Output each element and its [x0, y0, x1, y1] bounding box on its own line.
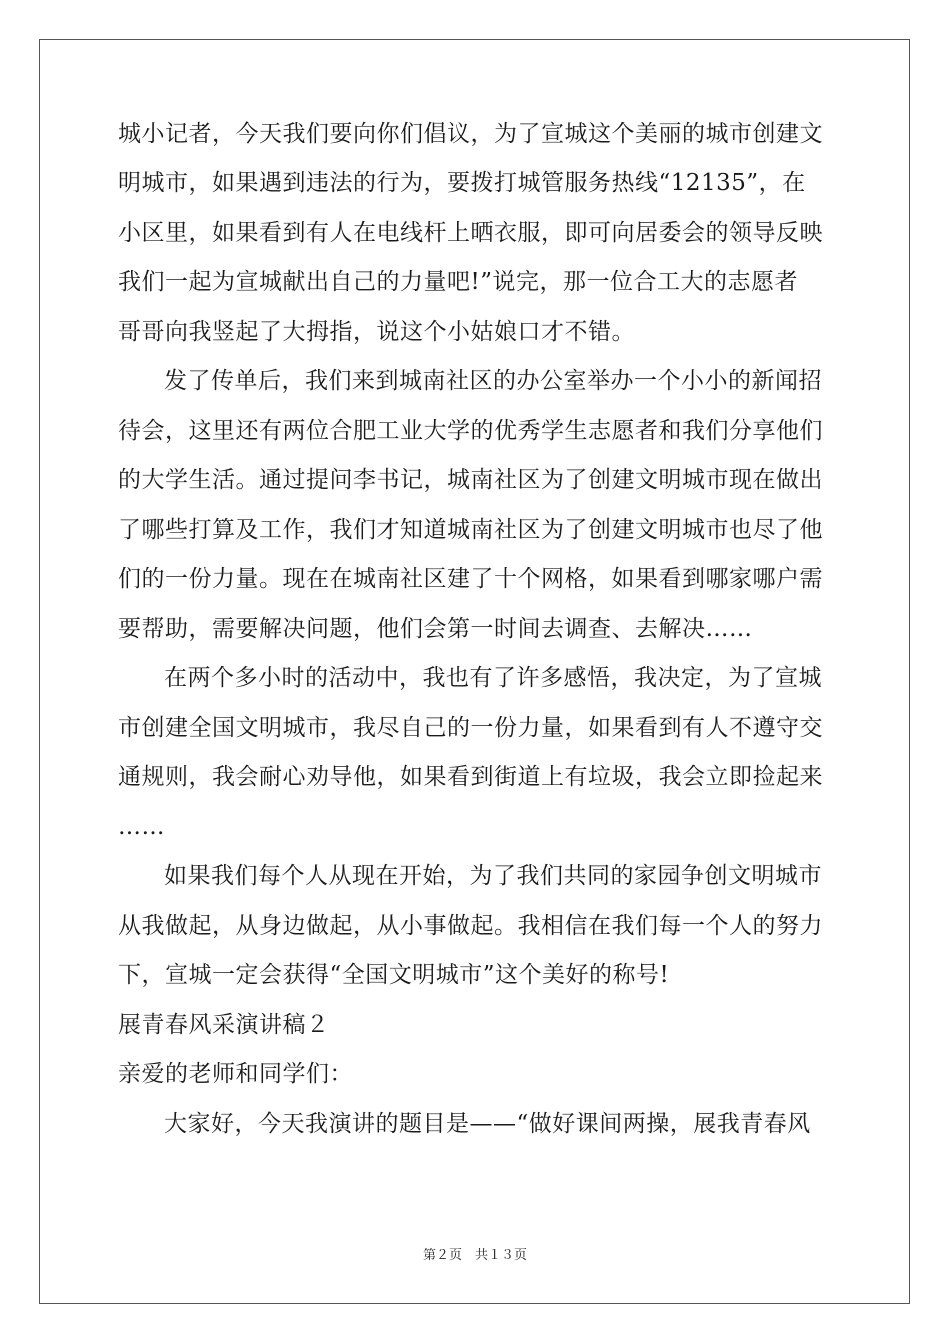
section-heading: 展青春风采演讲稿２	[118, 1012, 330, 1038]
text-line: 我们一起为宣城献出自己的力量吧!”说完，那一位合工大的志愿者	[118, 269, 799, 295]
text-line: ……	[118, 814, 165, 840]
text-line: 下，宣城一定会获得“全国文明城市”这个美好的称号!	[118, 962, 670, 988]
text-line: 城小记者，今天我们要向你们倡议，为了宣城这个美丽的城市创建文	[118, 121, 823, 147]
text-line: 了哪些打算及工作，我们才知道城南社区为了创建文明城市也尽了他	[118, 517, 823, 543]
text-line: 市创建全国文明城市，我尽自己的一份力量，如果看到有人不遵守交	[118, 715, 823, 741]
text-line: 明城市，如果遇到违法的行为，要拨打城管服务热线“12135”，在	[118, 170, 806, 196]
text-line: 哥哥向我竖起了大拇指，说这个小姑娘口才不错。	[118, 319, 635, 345]
text-line: 要帮助，需要解决问题，他们会第一时间去调查、去解决……	[118, 616, 753, 642]
text-line: 在两个多小时的活动中，我也有了许多感悟，我决定，为了宣城	[164, 665, 822, 691]
text-line: 的大学生活。通过提问李书记，城南社区为了创建文明城市现在做出	[118, 467, 823, 493]
page-number: 第２页 共１３页	[422, 1248, 527, 1263]
text-line: 通规则，我会耐心劝导他，如果看到街道上有垃圾，我会立即捡起来	[118, 764, 823, 790]
text-line: 从我做起，从身边做起，从小事做起。我相信在我们每一个人的努力	[118, 913, 823, 939]
salutation: 亲爱的老师和同学们：	[118, 1061, 353, 1087]
text-line: 待会，这里还有两位合肥工业大学的优秀学生志愿者和我们分享他们	[118, 418, 823, 444]
text-line: 发了传单后，我们来到城南社区的办公室举办一个小小的新闻招	[164, 368, 822, 394]
text-line: 小区里，如果看到有人在电线杆上晒衣服，即可向居委会的领导反映	[118, 220, 823, 246]
text-line: 们的一份力量。现在在城南社区建了十个网格，如果看到哪家哪户需	[118, 566, 823, 592]
text-line: 如果我们每个人从现在开始，为了我们共同的家园争创文明城市	[164, 863, 822, 889]
text-line: 大家好，今天我演讲的题目是——“做好课间两操，展我青春风	[164, 1111, 811, 1137]
